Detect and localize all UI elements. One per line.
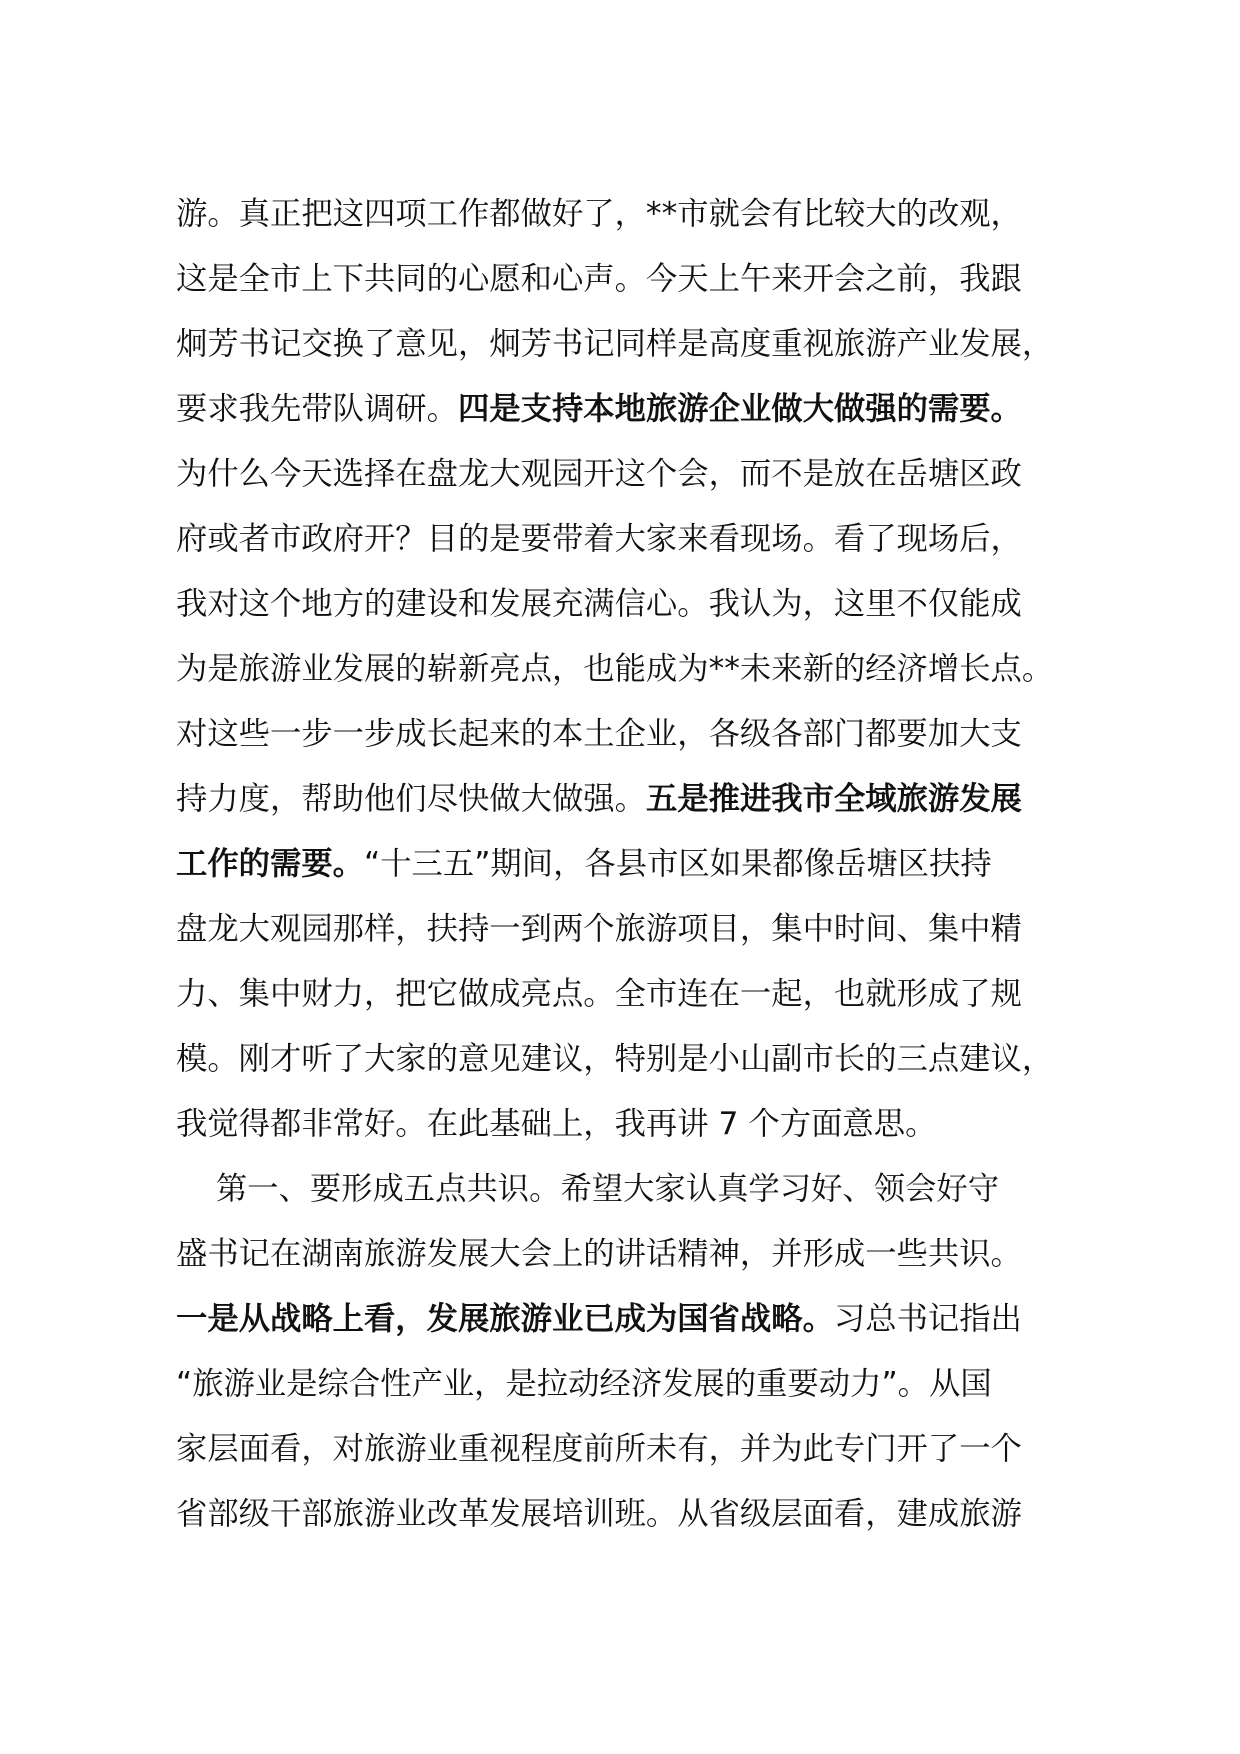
text-line [176, 832, 1136, 897]
text-line [176, 377, 1136, 442]
text-line [176, 637, 1136, 702]
text-line [176, 767, 1136, 832]
bold-text-segment: 五是推进我市全域旅游发展 [645, 781, 1022, 817]
text-segment: “十三五”期间，各县市区如果都像岳塘区扶持 [363, 846, 992, 882]
text-line [176, 312, 1136, 377]
text-line [176, 182, 1136, 247]
text-line [176, 1092, 1136, 1157]
text-line [176, 897, 1136, 962]
text-segment: 盘龙大观园那样，扶持一到两个旅游项目，集中时间、集中精 [176, 911, 1022, 947]
text-segment: “旅游业是综合性产业，是拉动经济发展的重要动力”。从国 [176, 1366, 992, 1402]
text-line [176, 702, 1136, 767]
text-segment: 为什么今天选择在盘龙大观园开这个会，而不是放在岳塘区政 [176, 456, 1022, 492]
text-line [176, 1417, 1136, 1482]
bold-text-segment: 四是支持本地旅游企业做大做强的需要。 [457, 391, 1022, 427]
text-segment: 对这些一步一步成长起来的本土企业，各级各部门都要加大支 [176, 716, 1022, 752]
bold-text-segment: 一是从战略上看，发展旅游业已成为国省战略。 [176, 1301, 834, 1337]
text-line [176, 507, 1136, 572]
text-line [176, 1352, 1136, 1417]
body-text [176, 182, 1136, 1547]
text-segment: 力、集中财力，把它做成亮点。全市连在一起，也就形成了规 [176, 976, 1022, 1012]
text-segment: 我觉得都非常好。在此基础上，我再讲 7 个方面意思。 [176, 1106, 937, 1142]
text-segment: 为是旅游业发展的崭新亮点，也能成为**未来新的经济增长点。 [176, 651, 1054, 687]
text-line [176, 1287, 1136, 1352]
text-segment: 要求我先带队调研。 [176, 391, 458, 427]
text-segment: 省部级干部旅游业改革发展培训班。从省级层面看，建成旅游 [176, 1496, 1022, 1532]
text-segment: 这是全市上下共同的心愿和心声。今天上午来开会之前，我跟 [176, 261, 1022, 297]
text-line [176, 962, 1136, 1027]
text-line [176, 1222, 1136, 1287]
text-segment: 模。刚才听了大家的意见建议，特别是小山副市长的三点建议， [176, 1041, 1054, 1077]
text-segment: 炯芳书记交换了意见，炯芳书记同样是高度重视旅游产业发展， [176, 326, 1054, 362]
text-segment: 持力度，帮助他们尽快做大做强。 [176, 781, 646, 817]
text-line [176, 1027, 1136, 1092]
text-segment: 盛书记在湖南旅游发展大会上的讲话精神，并形成一些共识。 [176, 1236, 1022, 1272]
text-line [176, 247, 1136, 312]
text-segment: 游。真正把这四项工作都做好了，**市就会有比较大的改观， [176, 196, 1022, 232]
bold-text-segment: 工作的需要。 [176, 846, 364, 882]
text-segment: 习总书记指出 [833, 1301, 1022, 1337]
text-segment: 家层面看，对旅游业重视程度前所未有，并为此专门开了一个 [176, 1431, 1022, 1467]
text-segment: 第一、要形成五点共识。希望大家认真学习好、领会好守 [176, 1171, 1000, 1207]
text-segment: 府或者市政府开？目的是要带着大家来看现场。看了现场后， [176, 521, 1022, 557]
text-line [176, 1482, 1136, 1547]
text-line [176, 1157, 1136, 1222]
text-segment: 我对这个地方的建设和发展充满信心。我认为，这里不仅能成 [176, 586, 1022, 622]
text-line [176, 442, 1136, 507]
text-line [176, 572, 1136, 637]
